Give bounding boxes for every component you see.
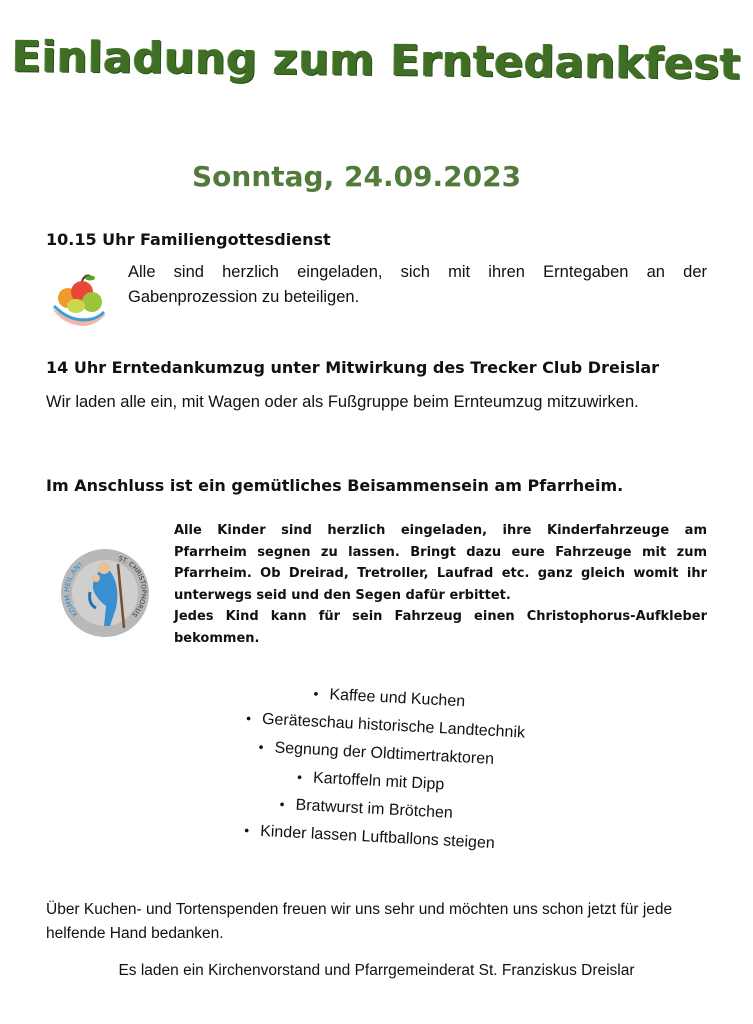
procession-heading: 14 Uhr Erntedankumzug unter Mitwirkung des Trecker Club Dreislar <box>46 358 660 377</box>
list-item: • Kartoffeln mit Dipp <box>296 768 445 794</box>
harvest-fruit-icon <box>48 268 110 330</box>
sticker-right-text: ST. CHRISTOPHORUS <box>117 554 148 619</box>
svg-text:KOMM HEIL AN! <box>63 561 84 618</box>
signature-line: Es laden ein Kirchenvorstand und Pfarrgemeinderat St. Franziskus Dreislar <box>118 962 635 979</box>
gathering-heading: Im Anschluss ist ein gemütliches Beisammensein am Pfarrheim. <box>46 476 624 495</box>
list-item: • Geräteschau historische Landtechnik <box>245 709 526 742</box>
list-item: • Kinder lassen Luftballons steigen <box>243 822 496 853</box>
sticker-left-text: KOMM HEIL AN! <box>63 560 85 618</box>
bullet-icon: • <box>279 795 285 813</box>
bullet-icon: • <box>245 709 252 727</box>
kids-text-2: Jedes Kind kann für sein Fahrzeug einen Christophorus-Aufkleber bekommen. <box>174 609 707 646</box>
service-heading: 10.15 Uhr Familiengottesdienst <box>46 230 331 249</box>
kids-blessing-info <box>174 520 707 649</box>
list-item: • Kaffee und Kuchen <box>313 685 466 711</box>
activities-list <box>243 682 548 853</box>
service-text: Alle sind herzlich eingeladen, sich mit ihren Erntegaben an der Gabenprozession zu beteiligen. <box>128 263 707 306</box>
bullet-icon: • <box>258 738 264 755</box>
bullet-icon: • <box>313 685 319 702</box>
christophorus-sticker <box>60 548 150 638</box>
bullet-icon: • <box>243 822 250 839</box>
page-title: Einladung zum Erntedankfest <box>11 32 742 90</box>
kids-text-1: Alle Kinder sind herzlich eingeladen, ihre Kinderfahrzeuge am Pfarrheim segnen zu lassen. Bringt dazu eure Fahrzeuge mit zum Pfarrheim. Ob Dreirad, Tretroller, Laufrad etc. ganz gleich womit ihr unterwegs seid und den Segen dafür erbittet. <box>174 523 707 603</box>
donations-thanks: Über Kuchen- und Tortenspenden freuen wir uns sehr und möchten uns schon jetzt für jede helfende Hand bedanken. <box>46 901 673 942</box>
svg-text:ST. CHRISTOPHORUS <box>117 554 148 618</box>
event-date: Sonntag, 24.09.2023 <box>192 160 522 193</box>
procession-text: Wir laden alle ein, mit Wagen oder als Fußgruppe beim Ernteumzug mitzuwirken. <box>46 393 639 411</box>
list-item: • Bratwurst im Brötchen <box>279 795 454 822</box>
list-item: • Segnung der Oldtimertraktoren <box>258 738 495 768</box>
bullet-icon: • <box>296 768 303 785</box>
